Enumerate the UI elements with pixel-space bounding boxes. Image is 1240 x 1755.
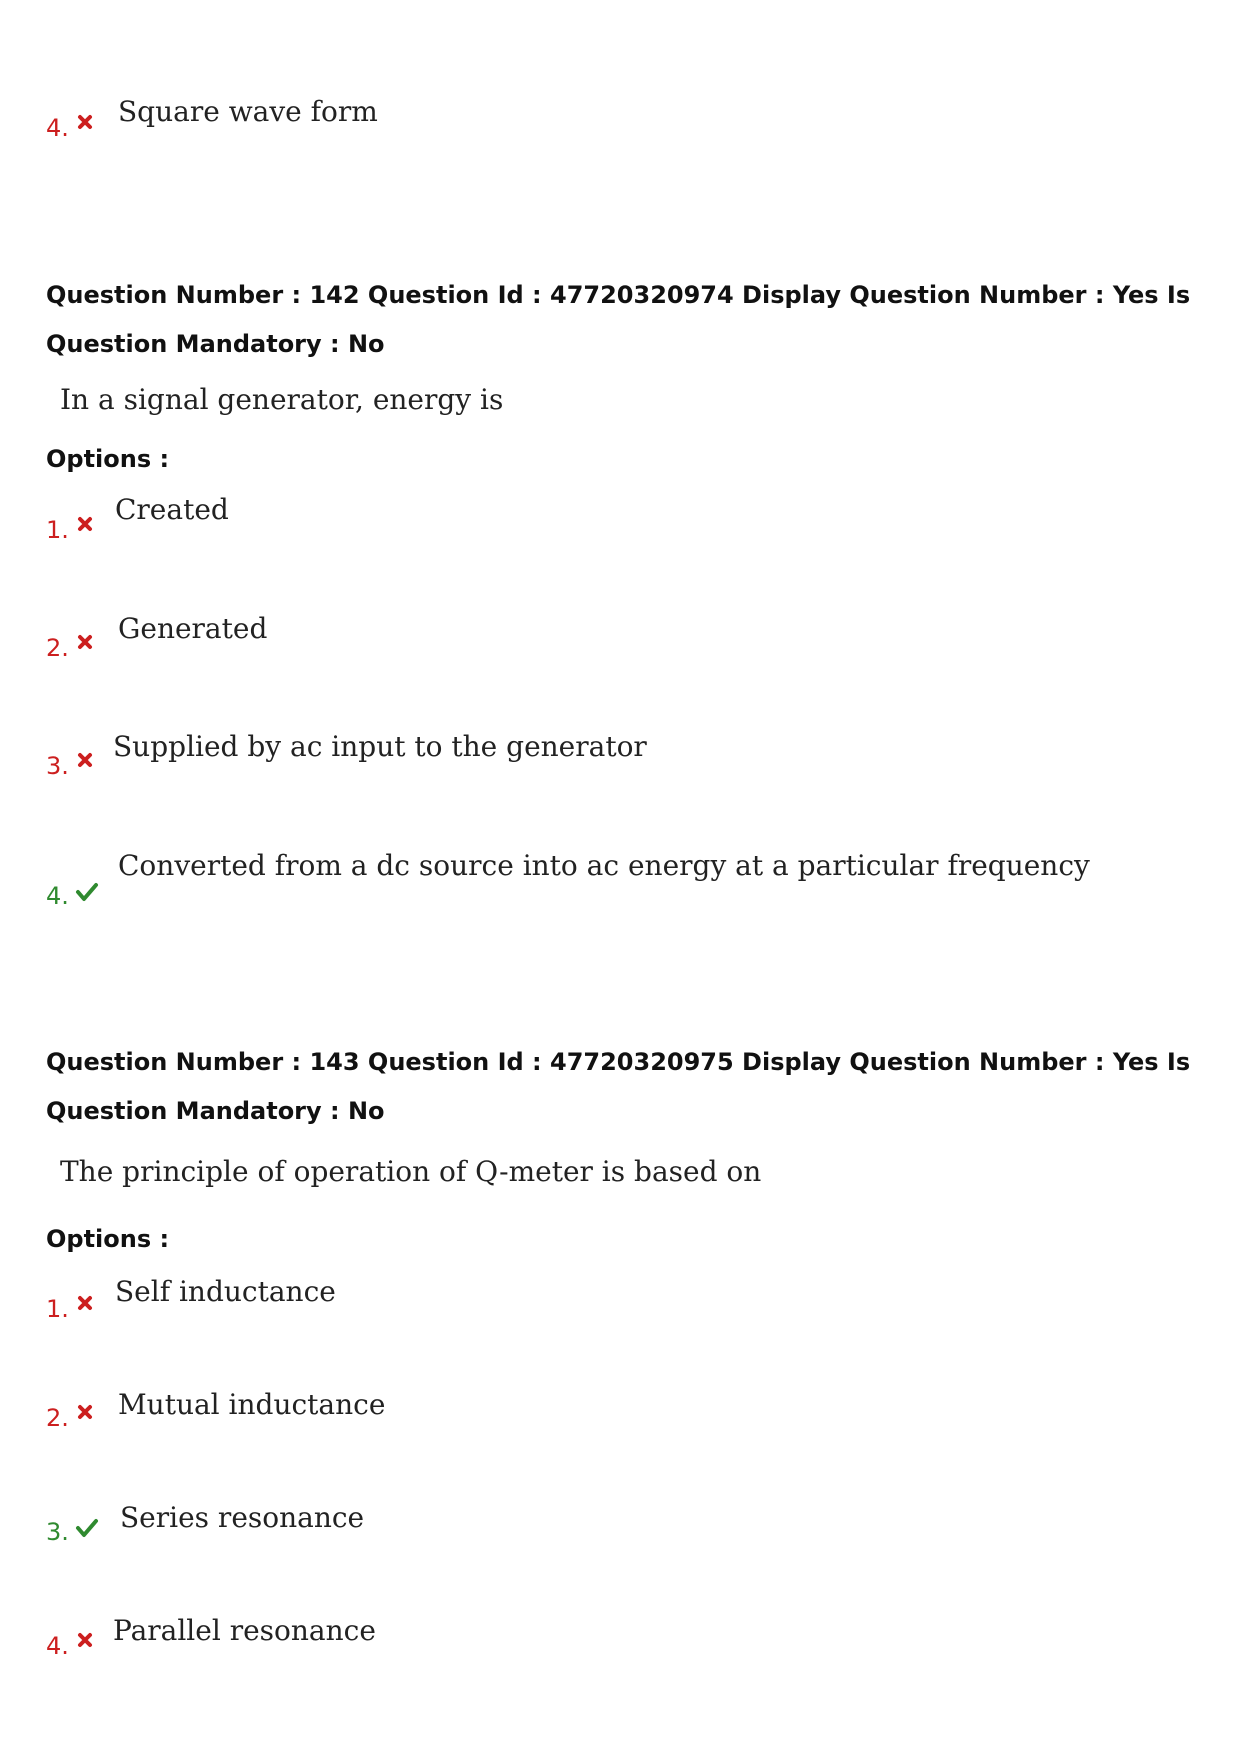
cross-icon: [77, 1632, 97, 1652]
option-number: 4.: [46, 114, 69, 142]
option-text: Generated: [118, 612, 268, 645]
cross-icon: [77, 114, 97, 134]
option-number: 4.: [46, 1632, 69, 1660]
question-header: Question Number : 143 Question Id : 47720320975 Display Question Number : Yes Is Question Mandatory : No: [46, 1048, 1191, 1125]
option-text: Series resonance: [120, 1501, 365, 1534]
option-number: 3.: [46, 1518, 69, 1546]
cross-icon: [77, 634, 97, 654]
option-text: Converted from a dc source into ac energy at a particular frequency: [118, 849, 1090, 882]
question-text: In a signal generator, energy is: [60, 383, 504, 416]
options-label: Options :: [46, 445, 170, 473]
option-text: Self inductance: [115, 1275, 336, 1308]
option-number: 2.: [46, 1404, 69, 1432]
check-icon: [75, 881, 99, 903]
option-number: 2.: [46, 634, 69, 662]
option-number: 1.: [46, 1295, 69, 1323]
option-number: 1.: [46, 516, 69, 544]
option-text: Square wave form: [118, 95, 378, 128]
option-text: Created: [115, 493, 229, 526]
check-icon: [75, 1517, 99, 1539]
option-text: Mutual inductance: [118, 1388, 386, 1421]
question-header: Question Number : 142 Question Id : 47720320974 Display Question Number : Yes Is Question Mandatory : No: [46, 281, 1191, 358]
options-label: Options :: [46, 1225, 170, 1253]
option-number: 3.: [46, 752, 69, 780]
cross-icon: [77, 516, 97, 536]
cross-icon: [77, 1404, 97, 1424]
option-text: Parallel resonance: [113, 1614, 376, 1647]
option-text: Supplied by ac input to the generator: [113, 730, 647, 763]
question-text: The principle of operation of Q-meter is based on: [60, 1155, 762, 1188]
option-number: 4.: [46, 882, 69, 910]
cross-icon: [77, 752, 97, 772]
cross-icon: [77, 1295, 97, 1315]
